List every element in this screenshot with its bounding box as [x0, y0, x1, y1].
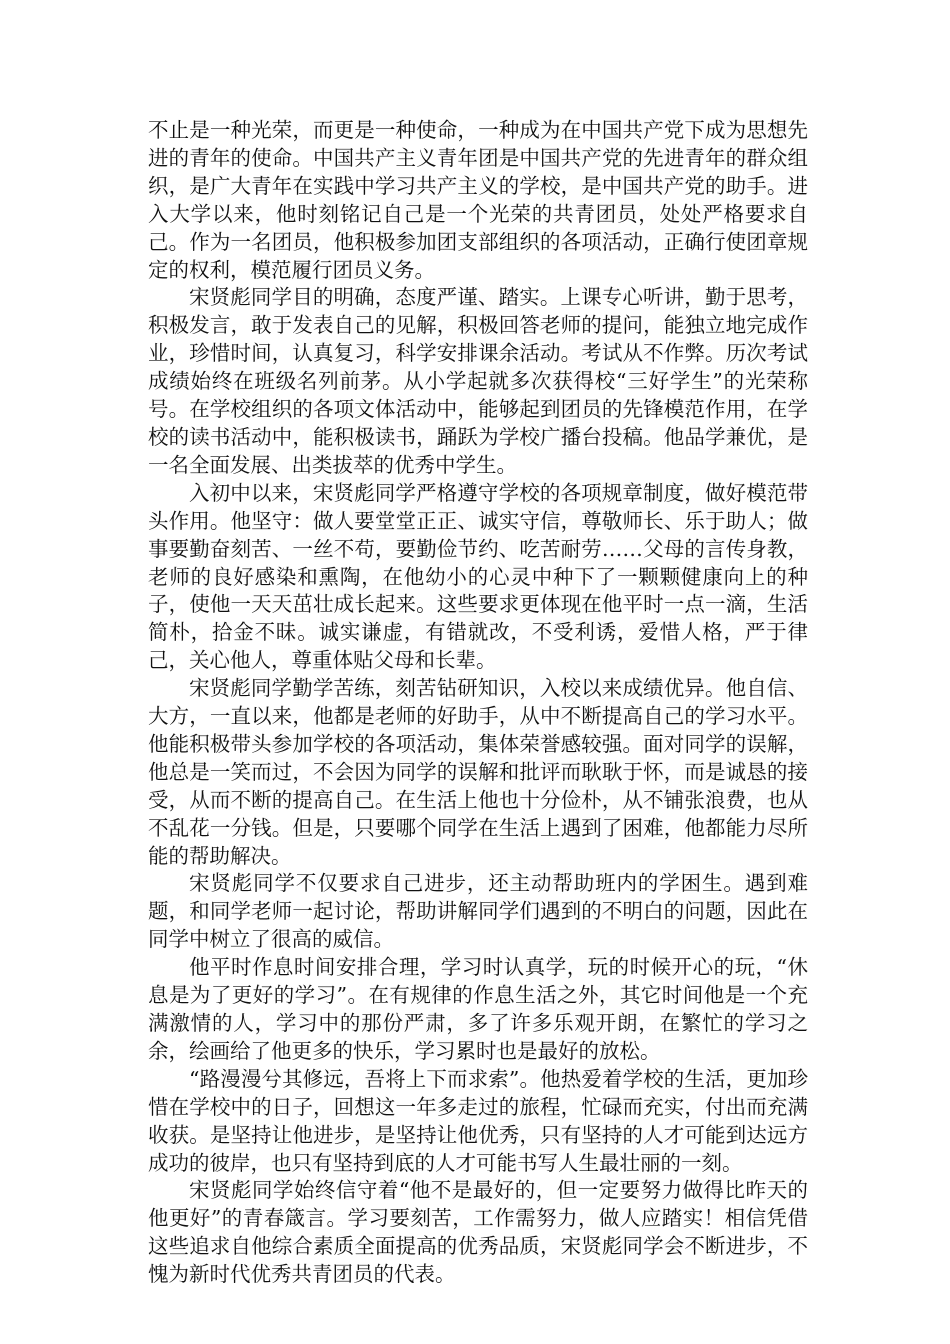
paragraph-7: “路漫漫兮其修远，吾将上下而求索”。他热爱着学校的生活，更加珍惜在学校中的日子，回想这一年多走过的旅程，忙碌而充实，付出而充满收获。是坚持让他进步，是坚持让他优秀，只有坚持的人才可能到达远方成功的彼岸，也只有坚持到底的人才可能书写人生最壮丽的一刻。	[148, 1066, 808, 1175]
paragraph-6: 他平时作息时间安排合理，学习时认真学，玩的时候开心的玩，“休息是为了更好的学习”。在有规律的作息生活之外，其它时间他是一个充满激情的人，学习中的那份严肃，多了许多乐观开朗，在繁忙的学习之余，绘画给了他更多的快乐，学习累时也是最好的放松。	[148, 955, 808, 1063]
paragraph-3: 入初中以来，宋贤彪同学严格遵守学校的各项规章制度，做好模范带头作用。他坚守：做人要堂堂正正、诚实守信，尊敬师长、乐于助人；做事要勤奋刻苦、一丝不苟，要勤俭节约、吃苦耐劳……父母的言传身教，老师的良好感染和熏陶，在他幼小的心灵中种下了一颗颗健康向上的种子，使他一天天茁壮成长起来。这些要求更体现在他平时一点一滴，生活简朴，拾金不昧。诚实谦虚，有错就改，不受利诱，爱惜人格，严于律己，关心他人，尊重体贴父母和长辈。	[148, 480, 808, 673]
document-body	[148, 117, 808, 1289]
paragraph-4: 宋贤彪同学勤学苦练，刻苦钻研知识，入校以来成绩优异。他自信、大方，一直以来，他都是老师的好助手，从中不断提高自己的学习水平。他能积极带头参加学校的各项活动，集体荣誉感较强。面对同学的误解，他总是一笑而过，不会因为同学的误解和批评而耿耿于怀，而是诚恳的接受，从而不断的提高自己。在生活上他也十分俭朴，从不铺张浪费，也从不乱花一分钱。但是，只要哪个同学在生活上遇到了困难，他都能力尽所能的帮助解决。	[148, 676, 808, 868]
paragraph-2: 宋贤彪同学目的明确，态度严谨、踏实。上课专心听讲，勤于思考，积极发言，敢于发表自己的见解，积极回答老师的提问，能独立地完成作业，珍惜时间，认真复习，科学安排课余活动。考试从不作弊。历次考试成绩始终在班级名列前茅。从小学起就多次获得校“三好学生”的光荣称号。在学校组织的各项文体活动中，能够起到团员的先锋模范作用，在学校的读书活动中，能积极读书，踊跃为学校广播台投稿。他品学兼优，是一名全面发展、出类拔萃的优秀中学生。	[148, 285, 808, 477]
paragraph-8: 宋贤彪同学始终信守着“他不是最好的，但一定要努力做得比昨天的他更好”的青春箴言。学习要刻苦，工作需努力，做人应踏实！相信凭借这些追求自他综合素质全面提高的优秀品质，宋贤彪同学会不断进步，不愧为新时代优秀共青团员的代表。	[148, 1178, 808, 1287]
paragraph-1: 不止是一种光荣，而更是一种使命，一种成为在中国共产党下成为思想先进的青年的使命。中国共产主义青年团是中国共产党的先进青年的群众组织，是广大青年在实践中学习共产主义的学校，是中国共产党的助手。进入大学以来，他时刻铭记自己是一个光荣的共青团员，处处严格要求自己。作为一名团员，他积极参加团支部组织的各项活动，正确行使团章规定的权利，模范履行团员义务。	[148, 118, 808, 282]
paragraph-5: 宋贤彪同学不仅要求自己进步，还主动帮助班内的学困生。遇到难题，和同学老师一起讨论，帮助讲解同学们遇到的不明白的问题，因此在同学中树立了很高的威信。	[148, 871, 808, 952]
